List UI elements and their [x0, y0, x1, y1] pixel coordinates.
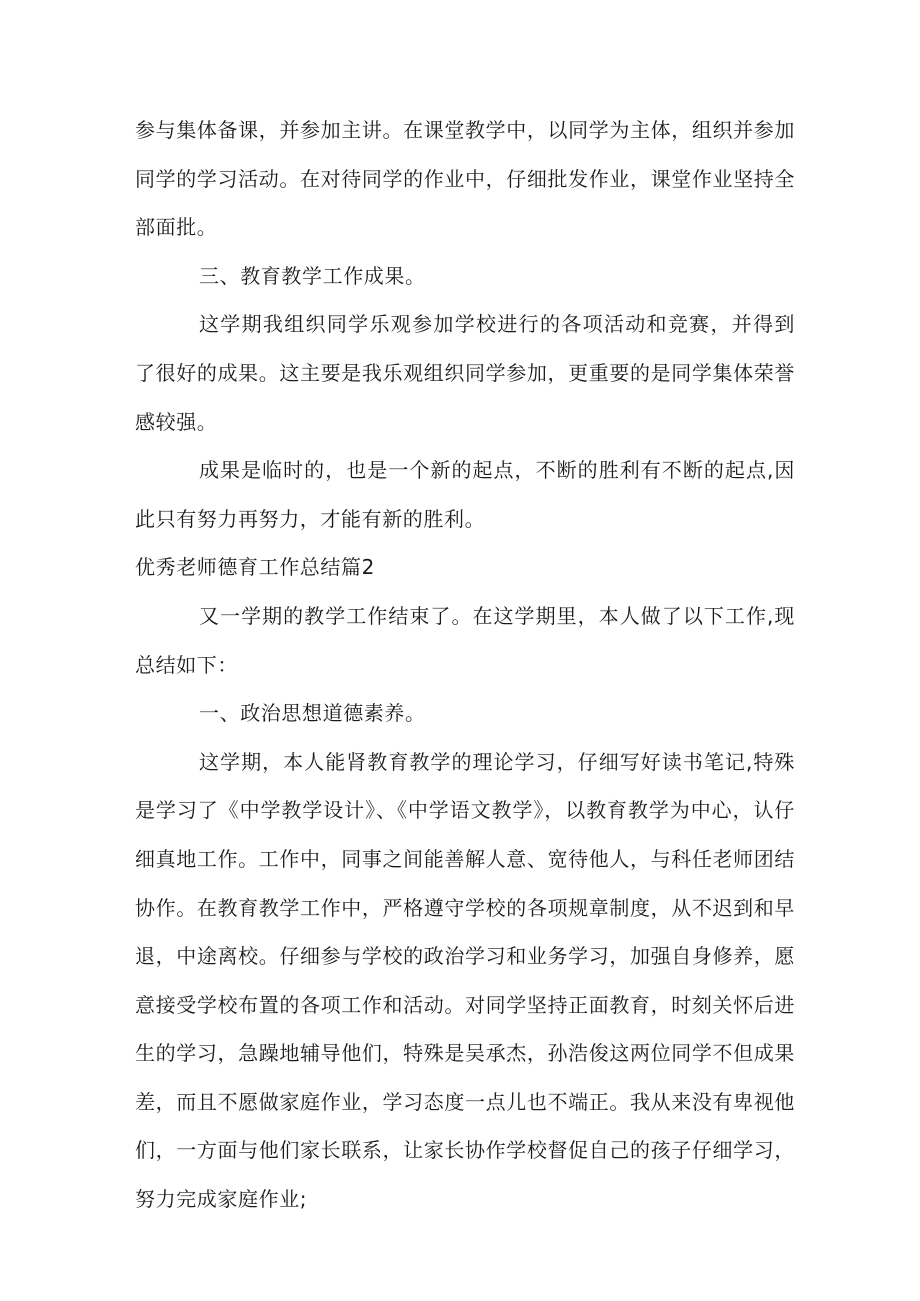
paragraph-heading-3: 三、教育教学工作成果。: [199, 263, 426, 288]
section-title: 优秀老师德育工作总结篇2: [135, 555, 375, 580]
paragraph-heading-1: 一、政治思想道德素养。: [199, 701, 426, 726]
paragraph-1: 参与集体备课，并参加主讲。在课堂教学中，以同学为主体，组织并参加同学的学习活动。在对待同学的作业中，仔细批发作业，课堂作业坚持全部面批。: [135, 118, 795, 240]
paragraph-5: 这学期，本人能肾教育教学的理论学习，仔细写好读书笔记,特殊是学习了《中学教学设计》、《中学语文教学》，以教育教学为中心，认仔细真地工作。工作中，同事之间能善解人意、宽待他人，与科任老师团结协作。在教育教学工作中，严格遵守学校的各项规章制度，从不迟到和早退，中途离校。仔细参与学校的政治学习和业务学习，加强自身修养，愿意接受学校布置的各项工作和活动。对同学坚持正面教育，时刻关怀后进生的学习，急躁地辅导他们，特殊是吴承杰，孙浩俊这两位同学不但成果差，而且不愿做家庭作业，学习态度一点儿也不端正。我从来没有卑视他们，一方面与他们家长联系，让家长协作学校督促自己的孩子仔细学习，努力完成家庭作业;: [135, 749, 795, 1212]
document-body: [135, 106, 795, 1224]
paragraph-3: 成果是临时的，也是一个新的起点，不断的胜利有不断的起点,因此只有努力再努力，才能有新的胜利。: [135, 458, 795, 531]
paragraph-4: 又一学期的教学工作结束了。在这学期里，本人做了以下工作,现总结如下：: [135, 603, 795, 677]
paragraph-2: 这学期我组织同学乐观参加学校进行的各项活动和竞赛，并得到了很好的成果。这主要是我乐观组织同学参加，更重要的是同学集体荣誉感较强。: [135, 312, 795, 434]
